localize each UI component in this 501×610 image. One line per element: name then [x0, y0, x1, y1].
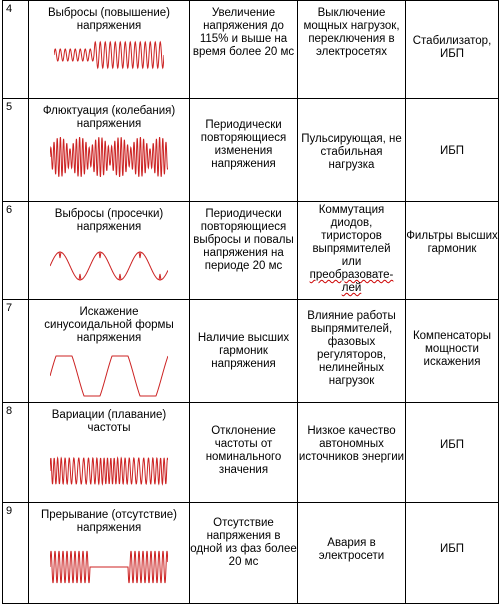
table-row [3, 300, 499, 403]
solution-cell: ИБП [406, 99, 499, 202]
table-row [3, 202, 499, 300]
problem-title: Выбросы (просечки) напряжения [54, 208, 164, 233]
row-number: 8 [3, 403, 29, 503]
solution-cell: ИБП [406, 503, 499, 604]
problem-title: Выбросы (повышение) напряжения [48, 7, 170, 32]
row-number: 5 [3, 99, 29, 202]
row-number: 9 [3, 503, 29, 604]
sign-cell: Периодически повторяющиеся изменения напряжения [190, 99, 298, 202]
sign-cell: Наличие высших гармоник напряжения [190, 300, 298, 403]
problem-cell [29, 403, 190, 503]
sign-cell: Отклонение частоты от номинального значения [190, 403, 298, 503]
overvoltage-wave-icon [54, 37, 164, 73]
cause-line: диодов, [330, 217, 373, 229]
interruption-wave-icon [50, 547, 168, 587]
problem-title: Вариации (плавание) частоты [51, 409, 167, 434]
row-number: 4 [3, 1, 29, 99]
problem-cell [29, 300, 190, 403]
table-row [3, 99, 499, 202]
frequency-variation-wave-icon [50, 453, 168, 489]
table-row [3, 1, 499, 99]
problem-cell [29, 503, 190, 604]
solution-cell: Стабилизатор, ИБП [406, 1, 499, 99]
spikes-wave-icon [50, 248, 168, 284]
problem-title: Прерывание (отсутствие) напряжения [41, 509, 177, 534]
power-quality-table [2, 0, 499, 604]
problem-title: Флюктуация (колебания) напряжения [42, 105, 176, 130]
cause-line: преобразовате- [309, 269, 394, 281]
cause-cell: Выключение мощных нагрузок, переключения в электросетях [298, 1, 406, 99]
problem-cell [29, 99, 190, 202]
cause-line: тиристоров [321, 230, 382, 242]
problem-cell [29, 202, 190, 300]
row-number: 7 [3, 300, 29, 403]
sign-cell: Увеличение напряжения до 115% и выше на время более 20 мс [190, 1, 298, 99]
cause-cell [298, 202, 406, 300]
cause-line: выпрямителей [312, 243, 391, 255]
sign-cell: Периодически повторяющиеся выбросы и повалы напряжения на периоде 20 мс [190, 202, 298, 300]
cause-cell: Низкое качество автономных источников энергии [298, 403, 406, 503]
solution-cell: Компенсаторы мощности искажения [406, 300, 499, 403]
table-row [3, 403, 499, 503]
cause-cell: Авария в электросети [298, 503, 406, 604]
cause-line: Коммутация [318, 204, 385, 216]
cause-cell: Влияние работы выпрямителей, фазовых регуляторов, нелинейных нагрузок [298, 300, 406, 403]
cause-line: или [341, 256, 362, 268]
problem-cell [29, 1, 190, 99]
row-number: 6 [3, 202, 29, 300]
sign-cell: Отсутствие напряжения в одной из фаз более 20 мс [190, 503, 298, 604]
cause-line: лей [341, 282, 362, 294]
distortion-wave-icon [50, 353, 168, 399]
problem-title: Искажение синусоидальной формы напряжения [44, 306, 174, 344]
solution-cell: ИБП [406, 403, 499, 503]
fluctuation-wave-icon [50, 135, 168, 179]
cause-cell: Пульсирующая, не стабильная нагрузка [298, 99, 406, 202]
table-row [3, 503, 499, 604]
solution-cell: Фильтры высших гармоник [406, 202, 499, 300]
